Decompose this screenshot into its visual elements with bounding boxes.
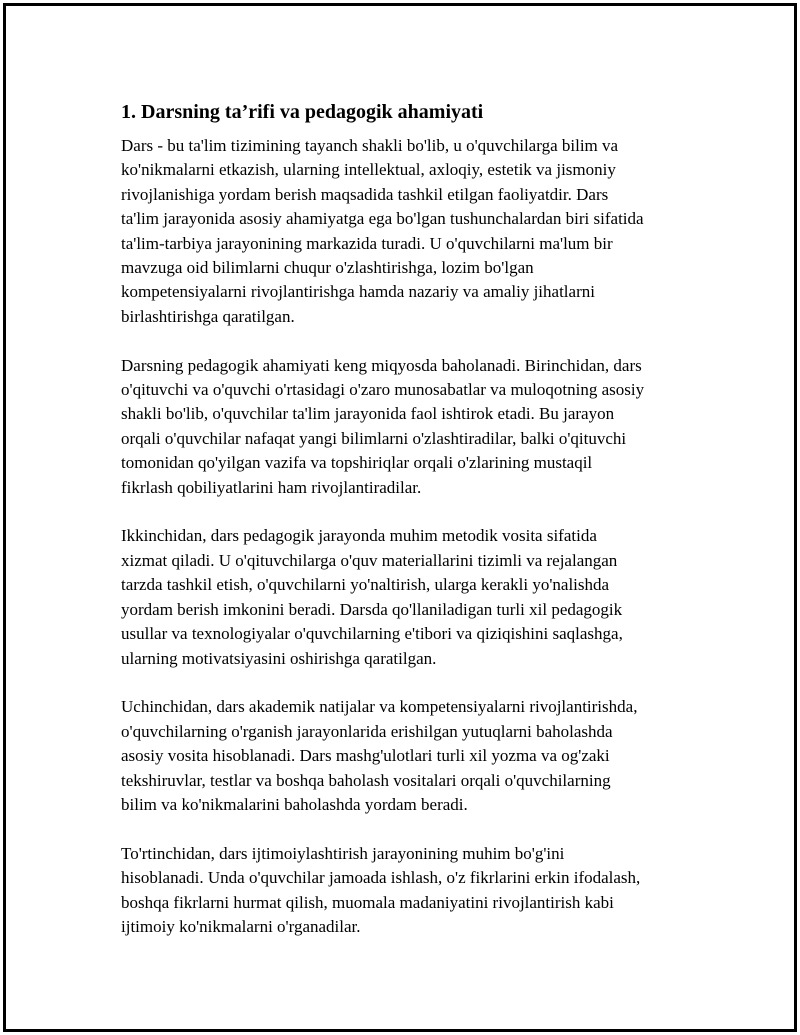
text-line: To'rtinchidan, dars ijtimoiylashtirish jarayonining muhim bo'g'ini [121, 843, 565, 863]
paragraph-second-point [121, 524, 711, 670]
text-line: shakli bo'lib, o'quvchilar ta'lim jarayonida faol ishtirok etadi. Bu jarayon [121, 404, 615, 424]
text-line: Ikkinchidan, dars pedagogik jarayonda muhim metodik vosita sifatida [121, 526, 597, 546]
text-line: o'quvchilarning o'rganish jarayonlarida erishilgan yutuqlarni baholashda [121, 721, 613, 741]
paragraph-third-point [121, 695, 711, 817]
text-line: ko'nikmalarni etkazish, ularning intellektual, axloqiy, estetik va jismoniy [121, 160, 616, 180]
paragraph-fourth-point [121, 842, 711, 940]
text-line: birlashtirishga qaratilgan. [121, 306, 295, 326]
text-line: asosiy vosita hisoblanadi. Dars mashg'ulotlari turli xil yozma va og'zaki [121, 746, 610, 766]
document-body [121, 98, 711, 964]
text-line: ta'lim jarayonida asosiy ahamiyatga ega bo'lgan tushunchalardan biri sifatida [121, 209, 644, 229]
text-line: boshqa fikrlarni hurmat qilish, muomala madaniyatini rivojlantirish kabi [121, 892, 614, 912]
text-line: rivojlanishiga yordam berish maqsadida tashkil etilgan faoliyatdir. Dars [121, 184, 609, 204]
paragraph-definition [121, 134, 711, 329]
text-line: yordam berish imkonini beradi. Darsda qo'llaniladigan turli xil pedagogik [121, 599, 623, 619]
text-line: xizmat qiladi. U o'qituvchilarga o'quv materiallarini tizimli va rejalangan [121, 550, 618, 570]
text-line: tarzda tashkil etish, o'quvchilarni yo'naltirish, ularga kerakli yo'nalishda [121, 575, 610, 595]
text-line: o'qituvchi va o'quvchi o'rtasidagi o'zaro munosabatlar va muloqotning asosiy [121, 380, 645, 400]
text-line: bilim va ko'nikmalarini baholashda yordam beradi. [121, 794, 468, 814]
text-line: hisoblanadi. Unda o'quvchilar jamoada ishlash, o'z fikrlarini erkin ifodalash, [121, 868, 641, 888]
text-line: Uchinchidan, dars akademik natijalar va kompetensiyalarni rivojlantirishda, [121, 697, 638, 717]
text-line: ularning motivatsiyasini oshirishga qaratilgan. [121, 648, 437, 668]
text-line: mavzuga oid bilimlarni chuqur o'zlashtirishga, lozim bo'lgan [121, 258, 534, 278]
text-line: ijtimoiy ko'nikmalarni o'rganadilar. [121, 916, 361, 936]
text-line: ta'lim-tarbiya jarayonining markazida turadi. U o'quvchilarni ma'lum bir [121, 233, 613, 253]
paragraph-first-point [121, 354, 711, 500]
text-line: usullar va texnologiyalar o'quvchilarning e'tibori va qiziqishini saqlashga, [121, 624, 623, 644]
text-line: tomonidan qo'yilgan vazifa va topshiriqlar orqali o'zlarining mustaqil [121, 453, 593, 473]
page-frame [3, 3, 797, 1032]
text-line: orqali o'quvchilar nafaqat yangi bilimlarni o'zlashtiradilar, balki o'qituvchi [121, 428, 627, 448]
text-line: kompetensiyalarni rivojlantirishga hamda nazariy va amaliy jihatlarni [121, 282, 595, 302]
text-line: tekshiruvlar, testlar va boshqa baholash vositalari orqali o'quvchilarning [121, 770, 611, 790]
text-line: fikrlash qobiliyatlarini ham rivojlantiradilar. [121, 477, 422, 497]
text-line: Darsning pedagogik ahamiyati keng miqyosda baholanadi. Birinchidan, dars [121, 355, 642, 375]
text-line: Dars - bu ta'lim tizimining tayanch shakli bo'lib, u o'quvchilarga bilim va [121, 136, 619, 155]
section-heading: 1. Darsning ta’rifi va pedagogik ahamiyati [121, 101, 484, 123]
